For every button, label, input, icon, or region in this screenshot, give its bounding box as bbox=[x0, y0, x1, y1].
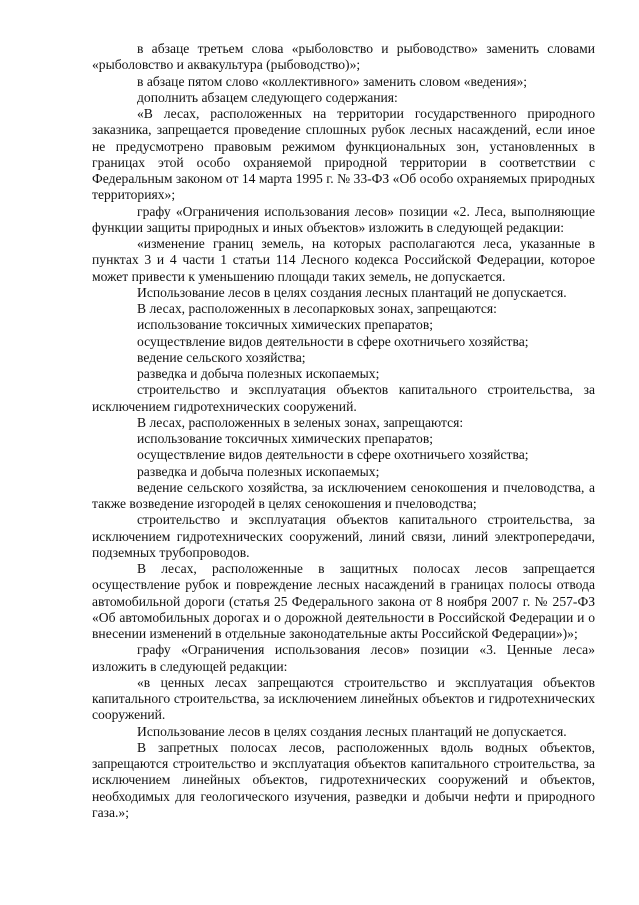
paragraph-4: «В лесах, расположенных на территории государственного природного заказника, запрещается проведение сплошных рубок лесных насаждений, если иное не предусмотрено правовым режимом функциональных зон, установленных в границах этой особо охраняемой природной территории в соответствии с Федеральным законом от 14 марта 1995 г. № 33-ФЗ «Об особо охраняемых природных территориях»; bbox=[92, 106, 595, 203]
paragraph-19: строительство и эксплуатация объектов капитального строительства, за исключением гидротехнических сооружений, линий связи, линий электропередачи, подземных трубопроводов. bbox=[92, 512, 595, 560]
paragraph-9: использование токсичных химических препаратов; bbox=[137, 317, 434, 333]
paragraph-1: в абзаце третьем слова «рыболовство и рыбоводство» заменить словами «рыболовство и аквакультура (рыбоводство)»; bbox=[92, 41, 595, 73]
paragraph-3: дополнить абзацем следующего содержания: bbox=[137, 89, 398, 105]
paragraph-2: в абзаце пятом слово «коллективного» заменить словом «ведения»; bbox=[137, 73, 528, 89]
paragraph-7: Использование лесов в целях создания лесных плантаций не допускается. bbox=[137, 284, 567, 300]
paragraph-17: разведка и добыча полезных ископаемых; bbox=[137, 463, 380, 479]
paragraph-11: ведение сельского хозяйства; bbox=[137, 349, 306, 365]
paragraph-20: В лесах, расположенные в защитных полосах лесов запрещается осуществление рубок и повреждение лесных насаждений в границах полосы отвода автомобильной дороги (статья 25 Федерального закона от 8 ноября 2007 г. № 257-ФЗ «Об автомобильных дорогах и о дорожной деятельности в Российской Федерации и о внесении изменений в отдельные законодательные акты Российской Федерации»)»; bbox=[92, 561, 595, 641]
paragraph-5: графу «Ограничения использования лесов» позиции «2. Леса, выполняющие функции защиты природных и иных объектов» изложить в следующей редакции: bbox=[92, 203, 595, 235]
paragraph-21: графу «Ограничения использования лесов» позиции «3. Ценные леса» изложить в следующей редакции: bbox=[92, 642, 595, 674]
paragraph-12: разведка и добыча полезных ископаемых; bbox=[137, 366, 380, 381]
paragraph-10: осуществление видов деятельности в сфере охотничьего хозяйства; bbox=[137, 333, 529, 349]
paragraph-18: ведение сельского хозяйства, за исключением сенокошения и пчеловодства, а также возведение изгородей в целях сенокошения и пчеловодства; bbox=[92, 479, 595, 511]
paragraph-24: В запретных полосах лесов, расположенных вдоль водных объектов, запрещаются строительство и эксплуатация объектов капитального строительства, за исключением линейных объектов, гидротехнических сооружений и объектов, необходимых для геологического изучения, разведки и добычи нефти и природного газа.»; bbox=[92, 739, 595, 820]
paragraph-16: осуществление видов деятельности в сфере охотничьего хозяйства; bbox=[137, 447, 529, 463]
paragraph-14: В лесах, расположенных в зеленых зонах, запрещаются: bbox=[137, 414, 464, 430]
paragraph-15: использование токсичных химических препаратов; bbox=[137, 431, 434, 446]
paragraph-13: строительство и эксплуатация объектов капитального строительства, за исключением гидротехнических сооружений. bbox=[92, 382, 595, 414]
paragraph-22: «в ценных лесах запрещаются строительство и эксплуатация объектов капитального строительства, за исключением линейных объектов и гидротехнических сооружений. bbox=[92, 674, 595, 723]
paragraph-23: Использование лесов в целях создания лесных плантаций не допускается. bbox=[137, 723, 567, 739]
document-page bbox=[92, 41, 595, 821]
paragraph-8: В лесах, расположенных в лесопарковых зонах, запрещаются: bbox=[137, 301, 497, 316]
paragraph-6: «изменение границ земель, на которых располагаются леса, указанные в пунктах 3 и 4 части 1 статьи 114 Лесного кодекса Российской Федерации, которое может привести к уменьшению площади таких земель, не допускается. bbox=[92, 236, 595, 284]
